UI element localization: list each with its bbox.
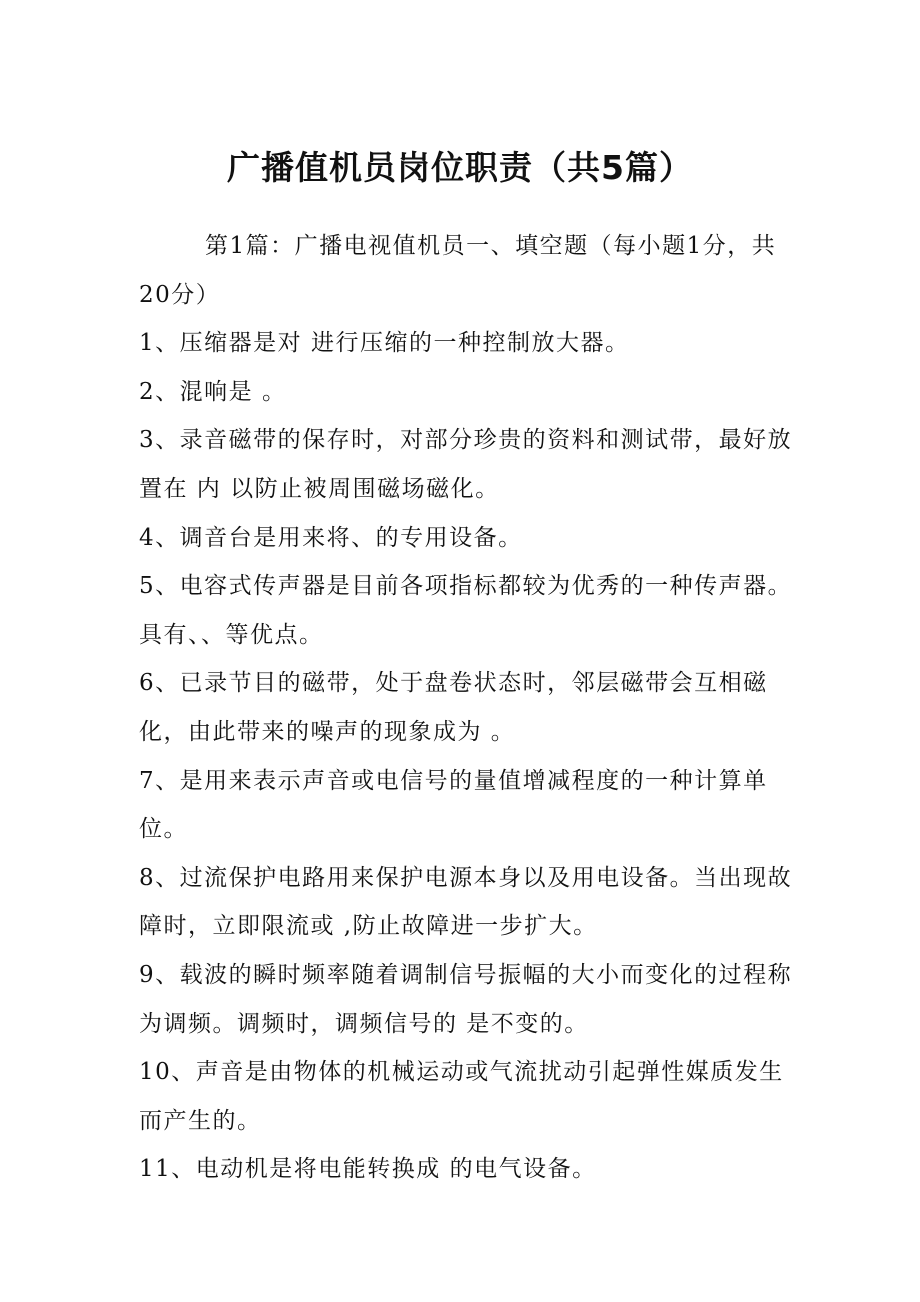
document-title: 广播值机员岗位职责（共5篇） xyxy=(227,148,693,187)
question-11: 11、电动机是将电能转换成 的电气设备。 xyxy=(139,1156,597,1183)
section-heading-paragraph: 第1篇：广播电视值机员一、填空题（每小题1分，共20分） xyxy=(139,233,777,308)
question-5: 5、电容式传声器是目前各项指标都较为优秀的一种传声器。具有、、等优点。 xyxy=(139,573,793,648)
question-6: 6、已录节目的磁带，处于盘卷状态时，邻层磁带会互相磁化，由此带来的噪声的现象成为 。 xyxy=(139,670,768,745)
question-3: 3、录音磁带的保存时，对部分珍贵的资料和测试带，最好放置在 内 以防止被周围磁场磁化。 xyxy=(139,427,793,502)
question-2: 2、混响是 。 xyxy=(139,378,287,405)
question-7: 7、是用来表示声音或电信号的量值增减程度的一种计算单位。 xyxy=(139,767,768,843)
document-body xyxy=(139,222,794,1194)
question-9: 9、载波的瞬时频率随着调制信号振幅的大小而变化的过程称为调频。调频时，调频信号的 是不变的。 xyxy=(139,961,793,1037)
question-4: 4、调音台是用来将、的专用设备。 xyxy=(139,524,523,551)
question-10: 10、声音是由物体的机械运动或气流扰动引起弹性媒质发生而产生的。 xyxy=(139,1059,784,1134)
question-1: 1、压缩器是对 进行压缩的一种控制放大器。 xyxy=(139,330,630,357)
question-8: 8、过流保护电路用来保护电源本身以及用电设备。当出现故障时，立即限流或 ,防止故障进一步扩大。 xyxy=(139,864,793,940)
